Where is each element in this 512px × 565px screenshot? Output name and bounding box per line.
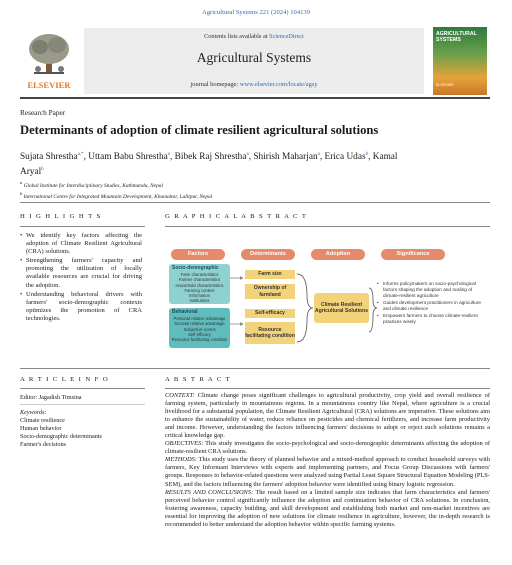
elsevier-tree-icon <box>26 31 72 77</box>
abstract-label: OBJECTIVES: <box>165 440 204 448</box>
keywords-label: Keywords: <box>20 409 47 416</box>
elsevier-wordmark: ELSEVIER <box>27 81 71 90</box>
journal-cover-image[interactable] <box>433 27 487 95</box>
author[interactable]: Kamal Aryal$^b$ <box>20 152 398 177</box>
affiliation: $^b$ International Centre for Integrated Mountain Development, Khumaltar, Lalitpur, Nepal <box>20 191 213 200</box>
title-block-rule <box>20 202 490 203</box>
behavioral-item: Resource facilitating condition <box>171 337 228 343</box>
header-factors: Factors <box>171 249 225 260</box>
keywords-list <box>20 417 145 449</box>
determinant-farmland-ownership: Ownership of farmland <box>245 284 295 299</box>
keyword[interactable]: Climate resilience <box>20 417 65 424</box>
abstract-heading: A B S T R A C T <box>165 376 232 383</box>
editor-line: Editor: Jagadish Timsina <box>20 394 82 401</box>
keyword[interactable]: Farmer's decisions <box>20 440 66 448</box>
article-type: Research Paper <box>20 108 66 117</box>
author[interactable]: Uttam Babu Shrestha$^a$ <box>88 152 170 163</box>
abstract-label: METHODS: <box>165 456 197 464</box>
behavioral-title: Behavioral <box>172 309 198 315</box>
highlights-list <box>20 232 142 324</box>
abstract-body <box>165 392 490 529</box>
abstract-paragraph <box>165 456 490 488</box>
contents-line <box>84 33 424 40</box>
author[interactable]: Erica Udas$^b$ <box>324 152 369 163</box>
journal-header <box>20 27 490 95</box>
graphical-abstract-figure[interactable] <box>165 236 490 364</box>
journal-name: Agricultural Systems <box>196 50 312 65</box>
abstract-label: RESULTS AND CONCLUSIONS: <box>165 488 254 496</box>
significance-list <box>377 281 489 326</box>
abstract-paragraph <box>165 392 490 440</box>
socio-demographic-panel <box>169 264 230 304</box>
highlight-item: • We identify key factors affecting the adoption of Climate Resilient Agricultural (CRA) solutions. <box>20 232 142 256</box>
behavioral-panel <box>169 308 230 348</box>
highlights-heading: H I G H L I G H T S <box>20 213 102 220</box>
highlight-item: • Understanding behavioral drivers with farmers' socio-demographic contexts optimizes the promotion of CRA technologies. <box>20 291 142 323</box>
header-significance: Significance <box>381 249 445 260</box>
abstract-text: Climate change poses significant challenges to agricultural productivity, crop yield and overall resilience of farming system, particularly in mountainous regions. In a mountainous country like Nepal, where agriculture is a crucial livelihood for a substantial population, the Climate Resilient Agricultural (CRA) solutions are imperative. These solutions aim to enhance the sustainability of water, reduce reliance on pesticides and chemical fertilizers, and increase farm productivity and income. However, understanding the factors influencing farmers' decisions to adopt or reject such solutions remains a critical knowledge gap. <box>165 392 490 440</box>
article-info-rule <box>20 388 145 389</box>
significance-item: • Guides development practitioners in agriculture and climate resilience <box>377 300 489 312</box>
cover-title: AGRICULTURAL SYSTEMS <box>436 31 477 43</box>
homepage-prefix: journal homepage: <box>190 81 239 88</box>
article-info-subrule <box>20 404 145 405</box>
abstract-paragraph <box>165 440 490 456</box>
elsevier-logo[interactable] <box>20 27 78 95</box>
abstract-paragraph <box>165 489 490 529</box>
highlight-item: • Strengthening farmers' capacity and promoting the utilization of locally available resources are crucial for driving the adoption. <box>20 257 142 289</box>
highlights-rule <box>20 226 145 227</box>
cover-publisher: ELSEVIER <box>436 83 454 87</box>
socio-item: Information <box>189 293 210 299</box>
graphical-abstract-rule <box>165 226 490 227</box>
sciencedirect-link[interactable]: ScienceDirect <box>269 33 304 40</box>
abstract-text: This study uses the theory of planned behavior and a mixed-method approach to conduct household surveys with farmers, Key Informant Interviews with experts and implementing partners, and Focus Group Discussions with farmers' groups. Responses to behavior-related questions were analyzed using Partial Least Square Structural Equation Modeling (PLS-SEM), and the factors influencing the farmers' adoption behavior were identified using binary logistic regression. <box>165 456 490 488</box>
header-determinants: Determinants <box>241 249 295 260</box>
behavioral-item: Subjective norms <box>183 326 216 332</box>
socio-item: Farm characteristics <box>180 272 219 278</box>
contents-prefix: Contents lists available at <box>204 33 268 40</box>
abstract-label: CONTEXT: <box>165 392 195 399</box>
keyword[interactable]: Socio-demographic determinants <box>20 432 102 440</box>
socio-demographic-title: Socio-demographic <box>172 265 219 271</box>
author[interactable]: Bibek Raj Shrestha$^a$ <box>174 152 249 163</box>
behavioral-item: Self-efficacy <box>188 331 211 337</box>
significance-item: • Empowers farmers to choose climate-resilient practices wisely <box>377 313 489 325</box>
determinant-resource-facilitating: Resource facilitating condition <box>245 322 295 344</box>
author[interactable]: Shirish Maharjan$^a$ <box>253 152 320 163</box>
homepage-line <box>84 81 424 88</box>
header-rule <box>20 97 490 99</box>
affiliation: $^a$ Global Institute for Interdisciplinary Studies, Kathmandu, Nepal <box>20 180 163 189</box>
socio-item: Farming context <box>184 287 215 293</box>
behavioral-item: Personal relative advantage <box>173 316 226 322</box>
author-list: Sujata Shrestha$^{a,*}$, Uttam Babu Shrestha$^a$, Bibek Raj Shrestha$^a$, Shirish Maharjan$^a$, Erica Udas$^b$, Kamal Aryal$^b$ <box>20 152 398 177</box>
determinant-farm-size: Farm size <box>245 270 295 279</box>
homepage-link[interactable]: www.elsevier.com/locate/agsy <box>239 81 318 88</box>
determinant-self-efficacy: Self-efficacy <box>245 309 295 318</box>
keyword[interactable]: Human behavior <box>20 424 62 432</box>
journal-banner <box>84 28 424 94</box>
socio-item: Institutions <box>189 298 210 304</box>
socio-item: Household characteristics <box>175 282 224 288</box>
journal-citation-line[interactable]: Agricultural Systems 221 (2024) 104139 <box>201 9 311 16</box>
article-info-heading: A R T I C L E I N F O <box>20 376 110 383</box>
author[interactable]: Sujata Shrestha$^{a,*}$ <box>20 152 84 163</box>
significance-item: • Informs policymakers on socio-psychological factors shaping the adoption and scaling of climate-resilient agriculture <box>377 281 489 299</box>
socio-item: Farmer characteristics <box>178 277 221 283</box>
article-title: Determinants of adoption of climate resilient agricultural solutions <box>20 123 379 137</box>
abstract-text: This study investigates the socio-psychological and socio-demographic determinants affecting the adoption of climate-resilient CRA solutions. <box>165 440 490 456</box>
header-adoption: Adoption <box>311 249 365 260</box>
affiliations <box>20 179 490 201</box>
abstract-text: The result based on a limited sample size indicates that farm characteristics and farmers' perceived behavior control significantly influence the adoption and continuation behavior of CRA solutions. In conclusion, fostering awareness, capacity building, and skill development and establishing both market and non-market incentives are essential for improving the adoption of new solutions for climate resilience in agriculture, however, the in-depth research is recommended to better understand the adoption behavior within specific farming systems. <box>165 488 490 528</box>
adoption-cra-solutions: Climate Resilient Agricultural Solutions <box>314 293 369 323</box>
behavioral-item: Societal relative advantage <box>174 321 225 327</box>
abstract-rule <box>165 388 490 389</box>
graphical-abstract-heading: G R A P H I C A L A B S T R A C T <box>165 213 308 220</box>
section-rule <box>20 368 490 369</box>
